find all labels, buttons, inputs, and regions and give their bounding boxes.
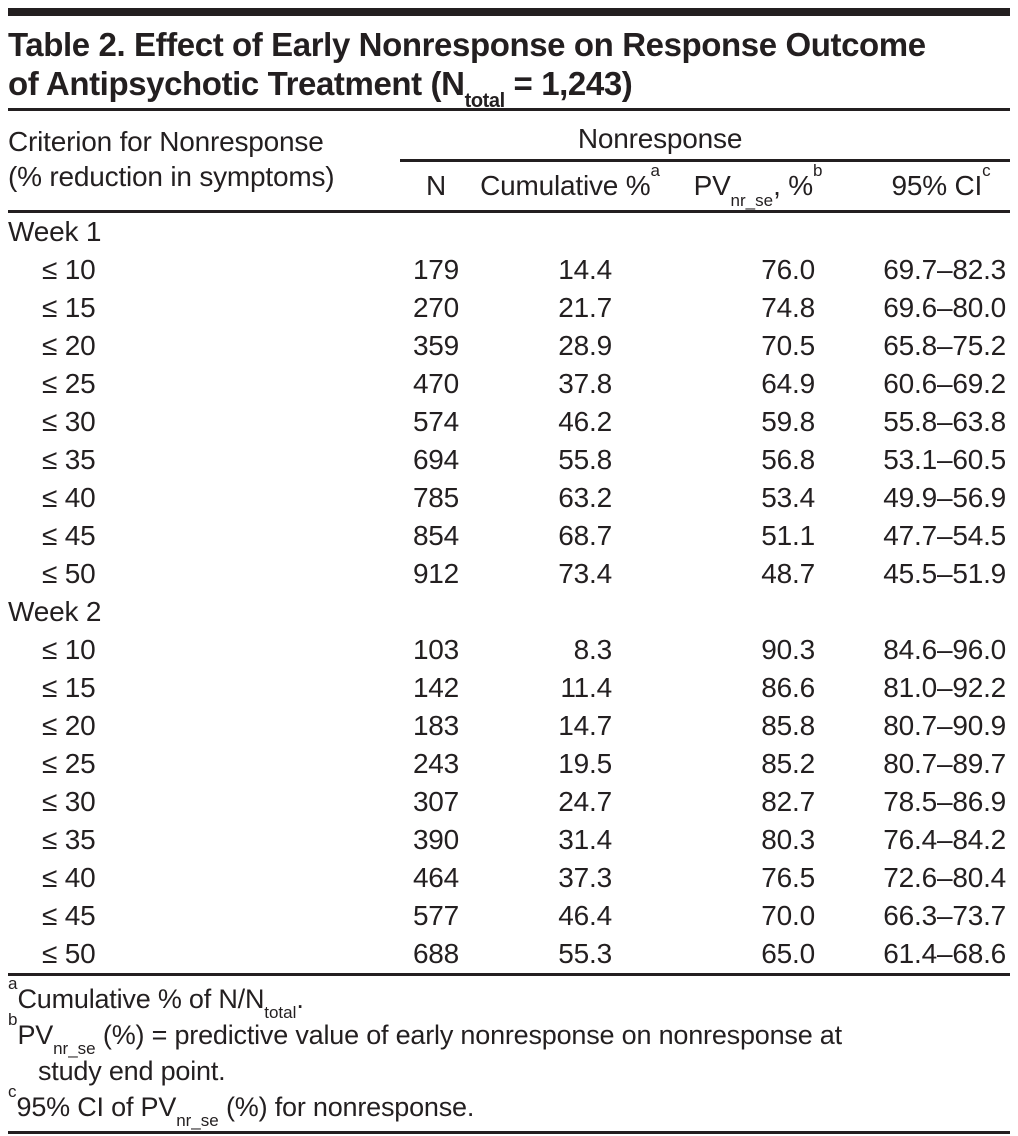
table-row (8, 403, 1010, 441)
pv-cell: 76.5 (761, 862, 815, 893)
n-cell: 183 (412, 710, 460, 741)
title-line2: of Antipsychotic Treatment (N (8, 65, 465, 102)
n-cell: 307 (412, 786, 460, 817)
pv-cell: 64.9 (761, 368, 815, 399)
n-cell: 470 (412, 368, 460, 399)
criterion-cell: ≤ 40 (42, 482, 96, 513)
ci-cell: 78.5–86.9 (883, 786, 1007, 817)
criterion-cell: ≤ 30 (42, 786, 96, 817)
criterion-cell: ≤ 15 (42, 292, 96, 323)
n-cell: 179 (412, 254, 460, 285)
table-title (8, 25, 1010, 112)
cumulative-header-text: Cumulative % (480, 170, 651, 201)
criterion-cell: ≤ 30 (42, 406, 96, 437)
table-row (8, 517, 1010, 555)
nonresponse-group-header: Nonresponse (400, 110, 1010, 161)
cumulative-cell: 24.7 (558, 786, 612, 817)
criterion-cell: ≤ 45 (42, 520, 96, 551)
n-cell: 464 (412, 862, 460, 893)
cumulative-cell: 19.5 (558, 748, 612, 779)
nonresponse-table (8, 108, 1010, 976)
table-row (8, 251, 1010, 289)
cumulative-cell: 14.7 (558, 710, 612, 741)
cumulative-cell: 14.4 (558, 254, 612, 285)
pv-subscript: nr_se (730, 190, 774, 210)
footnote-b-marker: b (8, 1010, 18, 1029)
pv-cell: 85.2 (761, 748, 815, 779)
week-label-row (8, 212, 1010, 252)
pv-cell: 80.3 (761, 824, 815, 855)
cumulative-cell: 55.3 (472, 935, 668, 975)
table-row (8, 783, 1010, 821)
ci-cell: 76.4–84.2 (883, 824, 1007, 855)
pv-cell: 65.0 (668, 935, 848, 975)
n-cell: 688 (400, 935, 472, 975)
criterion-cell: ≤ 35 (42, 824, 96, 855)
footnote-a-subscript: total (264, 1003, 297, 1023)
pv-header-text: PV (693, 170, 731, 201)
ci-cell: 69.6–80.0 (883, 292, 1007, 323)
criterion-cell: ≤ 50 (8, 935, 400, 975)
footnote-c-text: 95% CI of PV (16, 1092, 177, 1122)
ci-cell: 65.8–75.2 (883, 330, 1007, 361)
n-cell: 912 (412, 558, 460, 589)
ci-cell: 53.1–60.5 (883, 444, 1007, 475)
footnote-marker-a: a (650, 160, 660, 180)
ci-cell: 66.3–73.7 (883, 900, 1007, 931)
ci-cell: 47.7–54.5 (883, 520, 1007, 551)
cumulative-cell: 55.8 (558, 444, 612, 475)
table-row (8, 859, 1010, 897)
footnote-a-marker: a (8, 974, 18, 993)
criterion-cell: ≤ 45 (42, 900, 96, 931)
title-line1: Table 2. Effect of Early Nonresponse on Response Outcome (8, 26, 926, 63)
cumulative-cell: 37.3 (558, 862, 612, 893)
table-row (8, 821, 1010, 859)
table-row (8, 555, 1010, 593)
footnote-b-text: PV (17, 1020, 54, 1050)
footnote-a (8, 974, 1010, 1023)
n-cell: 390 (412, 824, 460, 855)
cumulative-cell: 31.4 (558, 824, 612, 855)
ci-cell: 72.6–80.4 (883, 862, 1007, 893)
n-cell: 270 (412, 292, 460, 323)
pv-cell: 70.5 (761, 330, 815, 361)
pv-cell: 70.0 (761, 900, 815, 931)
table-row (8, 289, 1010, 327)
cumulative-cell: 46.4 (558, 900, 612, 931)
table-footnotes (8, 974, 1010, 1131)
n-cell: 694 (412, 444, 460, 475)
cumulative-cell: 21.7 (558, 292, 612, 323)
ci-cell: 84.6–96.0 (883, 634, 1007, 665)
n-cell: 243 (412, 748, 460, 779)
criterion-column-header (8, 110, 400, 212)
table-row (8, 707, 1010, 745)
group-header-row (8, 110, 1010, 161)
footnote-c-marker: c (8, 1082, 17, 1101)
col-header-n: N (400, 161, 472, 212)
pv-cell: 76.0 (761, 254, 815, 285)
week-label: Week 1 (8, 216, 102, 247)
criterion-cell: ≤ 15 (42, 672, 96, 703)
footnote-marker-b: b (812, 160, 823, 180)
n-cell: 103 (412, 634, 460, 665)
ci-cell: 60.6–69.2 (883, 368, 1007, 399)
n-cell: 574 (412, 406, 460, 437)
criterion-cell: ≤ 10 (42, 634, 96, 665)
cumulative-cell: 73.4 (558, 558, 612, 589)
pv-cell: 56.8 (761, 444, 815, 475)
n-cell: 142 (412, 672, 460, 703)
cumulative-cell: 11.4 (560, 672, 612, 703)
footnote-a-text: Cumulative % of N/N (17, 984, 265, 1014)
table-row (8, 327, 1010, 365)
table-row (8, 441, 1010, 479)
title-line2-end: = 1,243) (504, 65, 633, 102)
title-ntotal-subscript: total (464, 89, 505, 112)
ci-cell: 69.7–82.3 (883, 254, 1007, 285)
table-row (8, 669, 1010, 707)
pv-cell: 59.8 (761, 406, 815, 437)
footnote-c-end: (%) for nonresponse. (218, 1092, 475, 1122)
bottom-rule (8, 1131, 1010, 1134)
pv-cell: 90.3 (761, 634, 815, 665)
footnote-b-continuation: study end point. (38, 1056, 226, 1086)
ci-cell: 80.7–89.7 (883, 748, 1007, 779)
cumulative-cell: 46.2 (558, 406, 612, 437)
n-cell: 785 (412, 482, 460, 513)
cumulative-cell: 28.9 (558, 330, 612, 361)
col-header-pv (668, 161, 848, 212)
n-cell: 854 (412, 520, 460, 551)
criterion-cell: ≤ 25 (42, 368, 96, 399)
top-rule (8, 8, 1010, 16)
pv-header-rest: , % (773, 170, 813, 201)
criterion-cell: ≤ 20 (42, 330, 96, 361)
criterion-cell: ≤ 25 (42, 748, 96, 779)
ci-cell: 80.7–90.9 (883, 710, 1007, 741)
pv-cell: 74.8 (761, 292, 815, 323)
footnote-b-subscript: nr_se (53, 1039, 96, 1059)
ci-cell: 61.4–68.6 (848, 935, 1010, 975)
footnote-a-end: . (296, 984, 304, 1014)
pv-cell: 51.1 (761, 520, 815, 551)
table-row (8, 479, 1010, 517)
table-row (8, 897, 1010, 935)
cumulative-cell: 8.3 (573, 634, 612, 665)
cumulative-cell: 63.2 (558, 482, 612, 513)
ci-cell: 49.9–56.9 (883, 482, 1007, 513)
col-header-cumulative-pct (472, 161, 668, 212)
n-cell: 359 (412, 330, 460, 361)
footnote-c-subscript: nr_se (176, 1111, 219, 1131)
table-row (8, 935, 1010, 975)
table-row (8, 365, 1010, 403)
criterion-cell: ≤ 50 (42, 558, 96, 589)
ci-cell: 81.0–92.2 (883, 672, 1007, 703)
criterion-cell: ≤ 20 (42, 710, 96, 741)
week-label-row (8, 593, 1010, 631)
col-header-ci (848, 161, 1010, 212)
criterion-cell: ≤ 10 (42, 254, 96, 285)
criterion-header-line2: (% reduction in symptoms) (8, 160, 335, 192)
cumulative-cell: 68.7 (558, 520, 612, 551)
footnote-b-rest: (%) = predictive value of early nonresponse on nonresponse at (95, 1020, 842, 1050)
pv-cell: 86.6 (761, 672, 815, 703)
table-row (8, 745, 1010, 783)
ci-cell: 45.5–51.9 (883, 558, 1007, 589)
cumulative-cell: 37.8 (558, 368, 612, 399)
criterion-header-line1: Criterion for Nonresponse (8, 125, 324, 157)
n-cell: 577 (412, 900, 460, 931)
table-row (8, 631, 1010, 669)
pv-cell: 85.8 (761, 710, 815, 741)
criterion-cell: ≤ 40 (42, 862, 96, 893)
pv-cell: 48.7 (761, 558, 815, 589)
criterion-cell: ≤ 35 (42, 444, 96, 475)
footnote-c (8, 1082, 1010, 1131)
pv-cell: 82.7 (761, 786, 815, 817)
pv-cell: 53.4 (761, 482, 815, 513)
ci-header-text: 95% CI (891, 170, 983, 201)
ci-cell: 55.8–63.8 (883, 406, 1007, 437)
footnote-marker-c: c (982, 160, 991, 180)
week-label: Week 2 (8, 596, 102, 627)
